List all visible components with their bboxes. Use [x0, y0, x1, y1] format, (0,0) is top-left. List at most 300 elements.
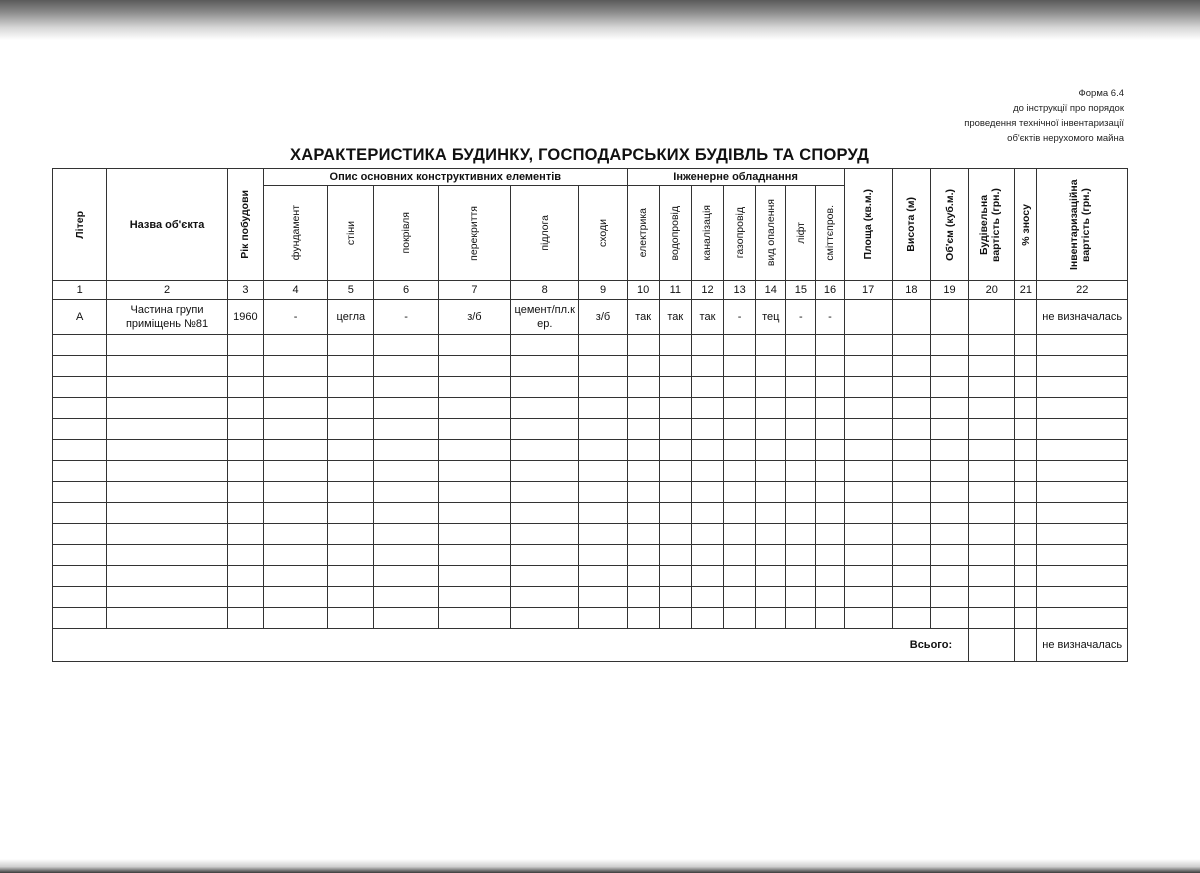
table-cell: - — [786, 300, 816, 335]
empty-cell — [1015, 587, 1037, 608]
empty-cell — [659, 545, 691, 566]
empty-cell — [724, 335, 756, 356]
empty-cell — [691, 566, 723, 587]
empty-cell — [53, 377, 107, 398]
empty-cell — [786, 461, 816, 482]
table-cell: 1960 — [227, 300, 263, 335]
empty-cell — [659, 335, 691, 356]
empty-cell — [756, 503, 786, 524]
empty-cell — [724, 566, 756, 587]
empty-cell — [691, 587, 723, 608]
empty-cell — [374, 608, 438, 629]
empty-cell — [892, 587, 930, 608]
empty-cell — [844, 524, 892, 545]
empty-cell — [627, 356, 659, 377]
table-cell: цегла — [328, 300, 374, 335]
empty-cell — [107, 608, 228, 629]
empty-cell — [691, 356, 723, 377]
empty-cell — [892, 419, 930, 440]
empty-cell — [627, 566, 659, 587]
empty-cell — [438, 356, 510, 377]
empty-cell — [816, 482, 844, 503]
table-cell: так — [659, 300, 691, 335]
empty-cell — [1037, 503, 1128, 524]
empty-cell — [969, 419, 1015, 440]
empty-row — [53, 377, 1128, 398]
empty-cell — [374, 587, 438, 608]
empty-cell — [786, 524, 816, 545]
group-header-row — [53, 169, 1128, 186]
empty-cell — [263, 356, 327, 377]
empty-cell — [1037, 545, 1128, 566]
empty-cell — [724, 503, 756, 524]
empty-cell — [659, 461, 691, 482]
empty-cell — [579, 608, 627, 629]
empty-cell — [227, 398, 263, 419]
empty-cell — [724, 587, 756, 608]
empty-cell — [892, 440, 930, 461]
table-cell — [844, 300, 892, 335]
header-cell: каналізація — [691, 186, 723, 281]
empty-cell — [816, 608, 844, 629]
empty-cell — [892, 545, 930, 566]
empty-cell — [756, 377, 786, 398]
empty-cell — [659, 377, 691, 398]
header-cell: стіни — [328, 186, 374, 281]
empty-cell — [816, 524, 844, 545]
header-cell: Назва об'єкта — [107, 169, 228, 281]
empty-cell — [53, 608, 107, 629]
form-note-line: об'єктів нерухомого майна — [1007, 133, 1124, 144]
empty-cell — [756, 608, 786, 629]
scan-top-shadow — [0, 0, 1200, 40]
table-cell: А — [53, 300, 107, 335]
total-inventory-value: не визначалась — [1037, 629, 1128, 662]
table-cell: з/б — [438, 300, 510, 335]
table-cell: так — [691, 300, 723, 335]
empty-row — [53, 566, 1128, 587]
column-number-cell: 4 — [263, 281, 327, 300]
empty-cell — [328, 398, 374, 419]
empty-cell — [579, 377, 627, 398]
column-number-cell: 7 — [438, 281, 510, 300]
empty-cell — [328, 335, 374, 356]
empty-cell — [786, 419, 816, 440]
empty-cell — [1015, 503, 1037, 524]
empty-row — [53, 545, 1128, 566]
empty-cell — [53, 587, 107, 608]
empty-cell — [844, 356, 892, 377]
empty-cell — [53, 440, 107, 461]
empty-cell — [691, 524, 723, 545]
header-cell: Площа (кв.м.) — [844, 169, 892, 281]
table-cell: - — [816, 300, 844, 335]
header-cell: сміттєпров. — [816, 186, 844, 281]
empty-cell — [374, 335, 438, 356]
empty-cell — [969, 377, 1015, 398]
empty-cell — [328, 377, 374, 398]
empty-cell — [627, 587, 659, 608]
empty-cell — [1037, 377, 1128, 398]
empty-cell — [328, 440, 374, 461]
empty-cell — [786, 545, 816, 566]
empty-cell — [53, 566, 107, 587]
empty-cell — [438, 503, 510, 524]
empty-cell — [844, 587, 892, 608]
empty-cell — [844, 377, 892, 398]
empty-cell — [930, 335, 968, 356]
empty-cell — [438, 566, 510, 587]
empty-cell — [816, 587, 844, 608]
group-header-engineering: Інженерне обладнання — [627, 169, 844, 186]
empty-cell — [579, 566, 627, 587]
empty-cell — [374, 440, 438, 461]
empty-cell — [53, 482, 107, 503]
empty-cell — [263, 566, 327, 587]
empty-cell — [107, 545, 228, 566]
empty-cell — [227, 440, 263, 461]
empty-cell — [53, 524, 107, 545]
empty-cell — [969, 398, 1015, 419]
empty-cell — [844, 398, 892, 419]
empty-cell — [816, 377, 844, 398]
header-cell: ліфт — [786, 186, 816, 281]
column-number-cell: 16 — [816, 281, 844, 300]
total-building-cost — [969, 629, 1015, 662]
empty-cell — [53, 503, 107, 524]
empty-cell — [724, 482, 756, 503]
group-header-construction: Опис основних конструктивних елементів — [263, 169, 627, 186]
empty-cell — [227, 587, 263, 608]
empty-cell — [579, 587, 627, 608]
header-cell: газопровід — [724, 186, 756, 281]
empty-cell — [627, 440, 659, 461]
empty-cell — [816, 545, 844, 566]
empty-cell — [1037, 461, 1128, 482]
empty-cell — [107, 335, 228, 356]
empty-cell — [930, 566, 968, 587]
empty-cell — [969, 461, 1015, 482]
empty-cell — [786, 482, 816, 503]
empty-cell — [724, 440, 756, 461]
empty-cell — [511, 335, 579, 356]
table-cell: - — [374, 300, 438, 335]
empty-cell — [691, 398, 723, 419]
empty-cell — [930, 608, 968, 629]
empty-cell — [930, 356, 968, 377]
header-cell: сходи — [579, 186, 627, 281]
empty-cell — [786, 566, 816, 587]
empty-cell — [579, 545, 627, 566]
empty-cell — [227, 503, 263, 524]
empty-cell — [816, 461, 844, 482]
empty-cell — [816, 335, 844, 356]
empty-cell — [659, 440, 691, 461]
column-number-cell: 13 — [724, 281, 756, 300]
empty-cell — [328, 419, 374, 440]
empty-cell — [756, 335, 786, 356]
empty-cell — [844, 419, 892, 440]
empty-cell — [892, 335, 930, 356]
empty-cell — [511, 587, 579, 608]
empty-cell — [1015, 398, 1037, 419]
empty-cell — [1037, 482, 1128, 503]
empty-cell — [627, 398, 659, 419]
empty-cell — [438, 545, 510, 566]
empty-cell — [627, 461, 659, 482]
empty-cell — [374, 377, 438, 398]
empty-cell — [969, 545, 1015, 566]
empty-cell — [1037, 608, 1128, 629]
empty-cell — [579, 461, 627, 482]
empty-cell — [756, 524, 786, 545]
header-cell: перекриття — [438, 186, 510, 281]
empty-cell — [263, 461, 327, 482]
empty-cell — [263, 419, 327, 440]
empty-cell — [930, 461, 968, 482]
empty-cell — [328, 566, 374, 587]
empty-cell — [227, 524, 263, 545]
empty-cell — [844, 503, 892, 524]
column-number-cell: 10 — [627, 281, 659, 300]
empty-cell — [816, 356, 844, 377]
empty-cell — [969, 587, 1015, 608]
form-note-line: Форма 6.4 — [1078, 88, 1124, 99]
empty-cell — [627, 335, 659, 356]
empty-cell — [107, 461, 228, 482]
empty-cell — [1015, 566, 1037, 587]
column-number-cell: 20 — [969, 281, 1015, 300]
empty-cell — [892, 377, 930, 398]
empty-cell — [263, 398, 327, 419]
empty-cell — [107, 377, 228, 398]
empty-cell — [756, 482, 786, 503]
empty-cell — [511, 545, 579, 566]
empty-cell — [930, 440, 968, 461]
empty-cell — [107, 503, 228, 524]
empty-cell — [786, 503, 816, 524]
empty-cell — [659, 419, 691, 440]
header-cell: фундамент — [263, 186, 327, 281]
empty-cell — [53, 419, 107, 440]
empty-cell — [107, 419, 228, 440]
header-cell: електрика — [627, 186, 659, 281]
empty-cell — [1015, 524, 1037, 545]
empty-cell — [627, 608, 659, 629]
empty-cell — [53, 335, 107, 356]
empty-cell — [438, 440, 510, 461]
form-note-line: до інструкції про порядок — [1013, 103, 1124, 114]
empty-cell — [1037, 419, 1128, 440]
table-cell — [930, 300, 968, 335]
column-number-cell: 11 — [659, 281, 691, 300]
empty-cell — [786, 335, 816, 356]
header-cell: покрівля — [374, 186, 438, 281]
empty-cell — [756, 440, 786, 461]
column-number-cell: 3 — [227, 281, 263, 300]
empty-cell — [844, 440, 892, 461]
empty-cell — [511, 398, 579, 419]
empty-cell — [844, 335, 892, 356]
empty-cell — [1037, 356, 1128, 377]
empty-cell — [374, 545, 438, 566]
empty-cell — [511, 461, 579, 482]
empty-cell — [328, 545, 374, 566]
empty-cell — [227, 377, 263, 398]
scan-bottom-shadow — [0, 859, 1200, 873]
empty-cell — [627, 503, 659, 524]
empty-cell — [659, 482, 691, 503]
empty-cell — [438, 461, 510, 482]
empty-cell — [328, 608, 374, 629]
table-cell: - — [724, 300, 756, 335]
column-number-cell: 14 — [756, 281, 786, 300]
empty-cell — [1015, 440, 1037, 461]
empty-cell — [724, 461, 756, 482]
column-number-cell: 15 — [786, 281, 816, 300]
table-cell: Частина групи приміщень №81 — [107, 300, 228, 335]
empty-cell — [374, 356, 438, 377]
empty-cell — [659, 587, 691, 608]
empty-cell — [579, 335, 627, 356]
empty-cell — [263, 524, 327, 545]
empty-cell — [227, 482, 263, 503]
empty-cell — [659, 566, 691, 587]
empty-cell — [579, 398, 627, 419]
column-number-cell: 19 — [930, 281, 968, 300]
header-cell: підлога — [511, 186, 579, 281]
table-row — [53, 300, 1128, 335]
empty-row — [53, 398, 1128, 419]
empty-cell — [1037, 398, 1128, 419]
empty-cell — [892, 482, 930, 503]
table-cell: цемент/пл.к ер. — [511, 300, 579, 335]
form-note-line: проведення технічної інвентаризації — [964, 118, 1124, 129]
empty-cell — [374, 566, 438, 587]
empty-cell — [724, 524, 756, 545]
empty-cell — [969, 524, 1015, 545]
empty-cell — [756, 461, 786, 482]
empty-row — [53, 524, 1128, 545]
empty-row — [53, 440, 1128, 461]
header-cell: Будівельна вартість (грн.) — [969, 169, 1015, 281]
empty-row — [53, 356, 1128, 377]
empty-cell — [1037, 440, 1128, 461]
empty-cell — [756, 587, 786, 608]
total-wear — [1015, 629, 1037, 662]
empty-cell — [930, 524, 968, 545]
empty-cell — [374, 461, 438, 482]
empty-cell — [328, 587, 374, 608]
empty-cell — [844, 461, 892, 482]
empty-cell — [659, 398, 691, 419]
empty-cell — [786, 377, 816, 398]
empty-cell — [724, 419, 756, 440]
total-row — [53, 629, 1128, 662]
header-cell: Висота (м) — [892, 169, 930, 281]
header-cell: Інвентаризаційна вартість (грн.) — [1037, 169, 1128, 281]
empty-cell — [786, 398, 816, 419]
empty-cell — [892, 398, 930, 419]
empty-cell — [930, 503, 968, 524]
column-number-cell: 6 — [374, 281, 438, 300]
empty-cell — [756, 419, 786, 440]
empty-cell — [1015, 461, 1037, 482]
empty-cell — [374, 482, 438, 503]
empty-cell — [511, 608, 579, 629]
empty-cell — [691, 608, 723, 629]
column-number-cell: 21 — [1015, 281, 1037, 300]
empty-cell — [930, 419, 968, 440]
empty-cell — [930, 545, 968, 566]
empty-cell — [107, 482, 228, 503]
empty-cell — [1037, 587, 1128, 608]
empty-cell — [786, 356, 816, 377]
empty-row — [53, 503, 1128, 524]
empty-cell — [511, 356, 579, 377]
empty-cell — [328, 461, 374, 482]
empty-cell — [227, 545, 263, 566]
header-cell: вид опалення — [756, 186, 786, 281]
empty-cell — [374, 419, 438, 440]
empty-cell — [892, 608, 930, 629]
column-number-row — [53, 281, 1128, 300]
empty-cell — [930, 377, 968, 398]
empty-cell — [511, 419, 579, 440]
empty-row — [53, 587, 1128, 608]
empty-cell — [756, 566, 786, 587]
empty-cell — [691, 419, 723, 440]
empty-cell — [438, 398, 510, 419]
empty-cell — [374, 503, 438, 524]
empty-cell — [627, 377, 659, 398]
column-number-cell: 8 — [511, 281, 579, 300]
total-label: Всього: — [53, 629, 969, 662]
header-cell: Рік побудови — [227, 169, 263, 281]
empty-cell — [328, 524, 374, 545]
empty-cell — [263, 608, 327, 629]
empty-cell — [107, 587, 228, 608]
empty-cell — [263, 503, 327, 524]
empty-cell — [579, 482, 627, 503]
empty-cell — [691, 440, 723, 461]
empty-cell — [627, 482, 659, 503]
empty-cell — [786, 440, 816, 461]
empty-cell — [1015, 356, 1037, 377]
column-number-cell: 17 — [844, 281, 892, 300]
empty-cell — [263, 440, 327, 461]
empty-cell — [969, 608, 1015, 629]
empty-cell — [930, 482, 968, 503]
empty-cell — [816, 419, 844, 440]
empty-cell — [438, 587, 510, 608]
table-cell: так — [627, 300, 659, 335]
empty-cell — [627, 545, 659, 566]
empty-cell — [579, 440, 627, 461]
empty-cell — [374, 398, 438, 419]
empty-cell — [511, 524, 579, 545]
empty-cell — [1015, 335, 1037, 356]
header-cell: Літер — [53, 169, 107, 281]
empty-cell — [1015, 608, 1037, 629]
empty-cell — [263, 335, 327, 356]
column-number-cell: 22 — [1037, 281, 1128, 300]
column-number-cell: 9 — [579, 281, 627, 300]
empty-cell — [969, 482, 1015, 503]
table-cell — [969, 300, 1015, 335]
empty-cell — [844, 608, 892, 629]
empty-row — [53, 461, 1128, 482]
